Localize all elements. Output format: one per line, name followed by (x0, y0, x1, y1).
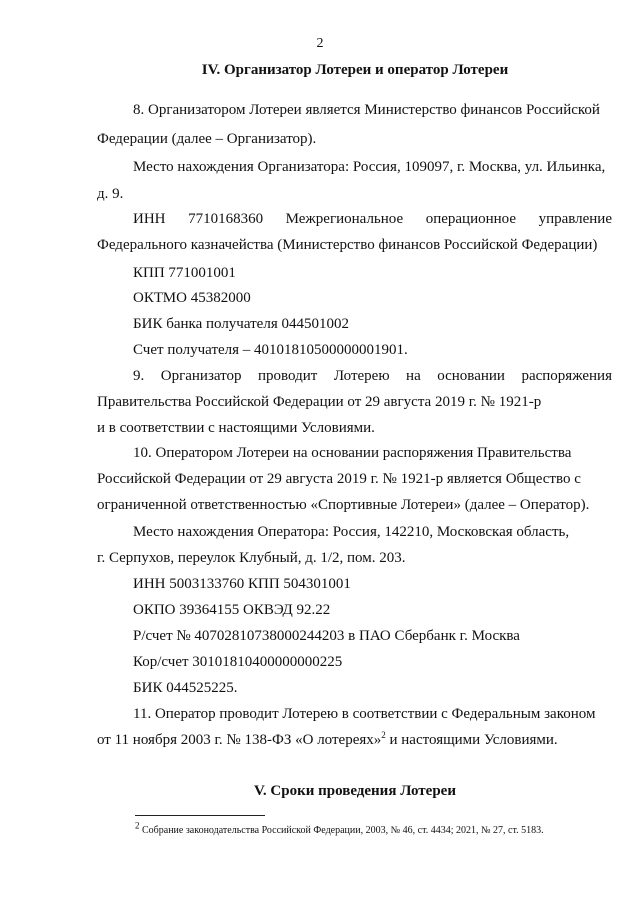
p9-word: Организатор (160, 368, 242, 384)
paragraph-9-line-1 (133, 368, 612, 385)
operator-location-line-1: Место нахождения Оператора: Россия, 142210, Московская область, (133, 524, 570, 540)
inn-word: Межрегиональное (285, 211, 404, 227)
paragraph-10-line-1: 10. Оператором Лотереи на основании распоряжения Правительства (133, 445, 572, 461)
p11-text-tail: и настоящими Условиями. (385, 732, 558, 748)
footnote-divider (135, 815, 265, 816)
page-number: 2 (316, 36, 324, 51)
p9-word: Лотерею (333, 368, 390, 384)
paragraph-9-line-3: и в соответствии с настоящими Условиями. (97, 420, 375, 436)
paragraph-9-line-2: Правительства Российской Федерации от 29 августа 2019 г. № 1921-р (97, 394, 542, 410)
footnote-reference: 2 (381, 730, 386, 740)
p9-word: на (406, 368, 421, 384)
p9-word: распоряжения (521, 368, 612, 384)
inn-word: операционное (425, 211, 516, 227)
oktmo-line: ОКТМО 45382000 (133, 290, 251, 306)
footnote-text: Собрание законодательства Российской Федерации, 2003, № 46, ст. 4434; 2021, № 27, ст. 5183. (139, 825, 544, 836)
bik-line: БИК банка получателя 044501002 (133, 316, 349, 332)
inn-word: управление (538, 211, 612, 227)
footnote-marker: 2 (135, 820, 140, 831)
operator-inn-line: ИНН 5003133760 КПП 504301001 (133, 576, 351, 592)
paragraph-10-line-3: ограниченной ответственностью «Спортивные Лотереи» (далее – Оператор). (97, 497, 590, 513)
paragraph-8-line-2: Федерации (далее – Организатор). (97, 131, 317, 147)
paragraph-8-line-1: 8. Организатором Лотереи является Министерство финансов Российской (133, 102, 600, 118)
organizer-location-line-2: д. 9. (97, 186, 124, 202)
operator-okpo-line: ОКПО 39364155 ОКВЭД 92.22 (133, 602, 331, 618)
kpp-line: КПП 771001001 (133, 265, 236, 281)
operator-ks-line: Кор/счет 30101810400000000225 (133, 654, 343, 670)
p9-word: проводит (258, 368, 318, 384)
organizer-location-line-1: Место нахождения Организатора: Россия, 109097, г. Москва, ул. Ильинка, (133, 159, 606, 175)
account-line: Счет получателя – 40101810500000001901. (133, 342, 408, 358)
inn-word: ИНН (133, 211, 166, 227)
operator-bik-line: БИК 044525225. (133, 680, 238, 696)
p11-text: от 11 ноября 2003 г. № 138-ФЗ «О лотереях» (97, 732, 382, 748)
p9-word: основании (437, 368, 505, 384)
p9-word: 9. (133, 368, 145, 384)
operator-location-line-2: г. Серпухов, переулок Клубный, д. 1/2, пом. 203. (97, 550, 406, 566)
paragraph-11-line-2 (97, 732, 558, 749)
inn-word: 7710168360 (188, 211, 264, 227)
operator-rs-line: Р/счет № 40702810738000244203 в ПАО Сбербанк г. Москва (133, 628, 520, 644)
section-4-heading: IV. Организатор Лотереи и оператор Лотереи (201, 62, 509, 78)
section-5-heading: V. Сроки проведения Лотереи (254, 783, 456, 799)
inn-line-1 (133, 211, 612, 228)
footnote (135, 820, 544, 836)
paragraph-10-line-2: Российской Федерации от 29 августа 2019 г. № 1921-р является Общество с (97, 471, 581, 487)
paragraph-11-line-1: 11. Оператор проводит Лотерею в соответствии с Федеральным законом (133, 706, 596, 722)
inn-line-2: Федерального казначейства (Министерство финансов Российской Федерации) (97, 237, 598, 253)
